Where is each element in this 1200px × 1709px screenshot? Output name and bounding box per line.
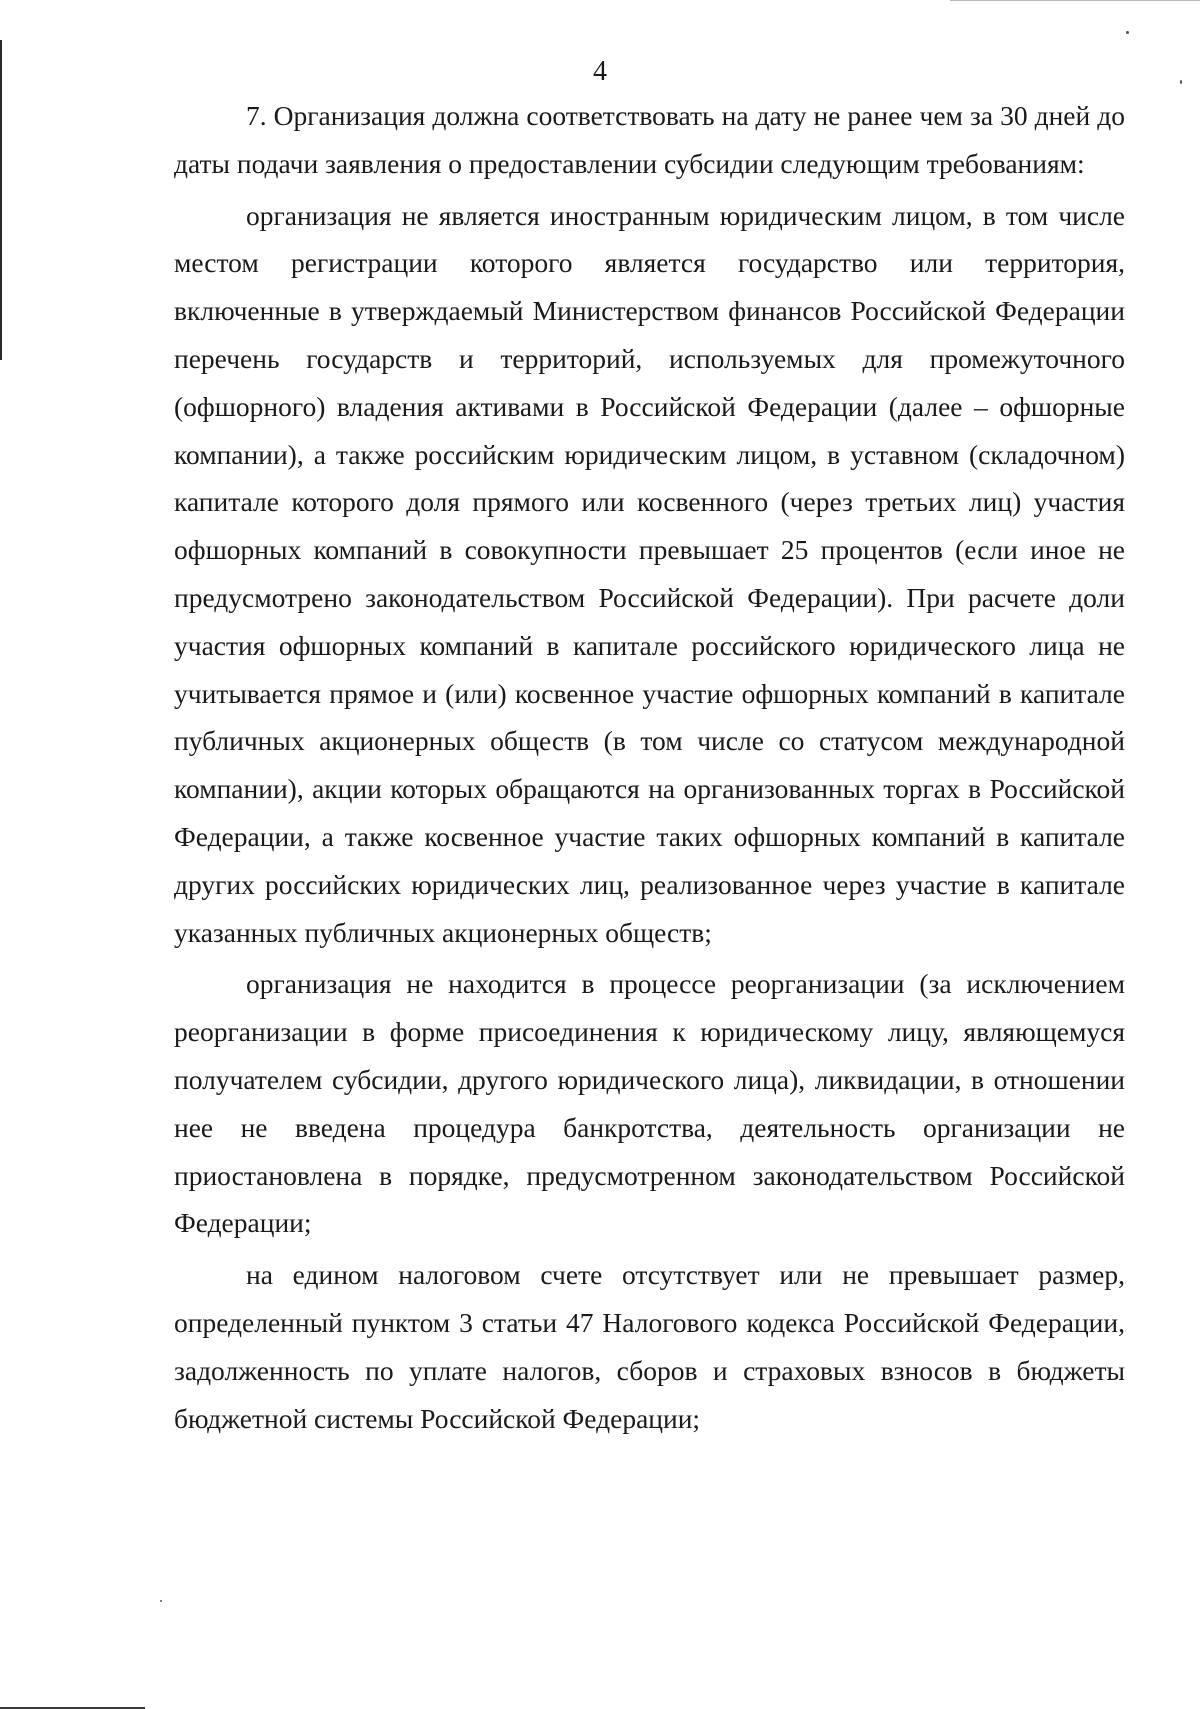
scan-edge-top [950, 0, 1200, 1]
paragraph-requirements-intro: 7. Организация должна соответствовать на дату не ранее чем за 30 дней до даты подачи заявления о предоставлении субсидии следующим требованиям: [174, 100, 1125, 179]
page-number: 4 [593, 56, 607, 87]
paragraph-reorganization-requirement: организация не находится в процессе реорганизации (за исключением реорганизации в форме присоединения к юридическому лицу, являющемуся получателем субсидии, другого юридического лица), ликвидации, в отношении нее не введена процедура банкротства, деятельность организации не приостановлена в порядке, предусмотренном законодательством Российской Федерации; [174, 968, 1125, 1239]
scan-speck [160, 1600, 162, 1602]
paragraph-tax-debt-requirement: на едином налоговом счете отсутствует или не превышает размер, определенный пунктом 3 статьи 47 Налогового кодекса Российской Федерации, задолженность по уплате налогов, сборов и страховых взносов в бюджеты бюджетной системы Российской Федерации; [174, 1259, 1125, 1434]
document-body [174, 92, 1125, 1446]
scan-speck [1126, 31, 1129, 34]
paragraph-offshore-requirement: организация не является иностранным юридическим лицом, в том числе местом регистрации которого является государство или территория, включенные в утверждаемый Министерством финансов Российской Федерации перечень государств и территорий, используемых для промежуточного (офшорного) владения активами в Российской Федерации (далее – офшорные компании), а также российским юридическим лицом, в уставном (складочном) капитале которого доля прямого или косвенного (через третьих лиц) участия офшорных компаний в совокупности превышает 25 процентов (если иное не предусмотрено законодательством Российской Федерации). При расчете доли участия офшорных компаний в капитале российского юридического лица не учитывается прямое и (или) косвенное участие офшорных компаний в капитале публичных акционерных обществ (в том числе со статусом международной компании), акции которых обращаются на организованных торгах в Российской Федерации, а также косвенное участие таких офшорных компаний в капитале других российских юридических лиц, реализованное через участие в капитале указанных публичных акционерных обществ; [174, 199, 1125, 948]
